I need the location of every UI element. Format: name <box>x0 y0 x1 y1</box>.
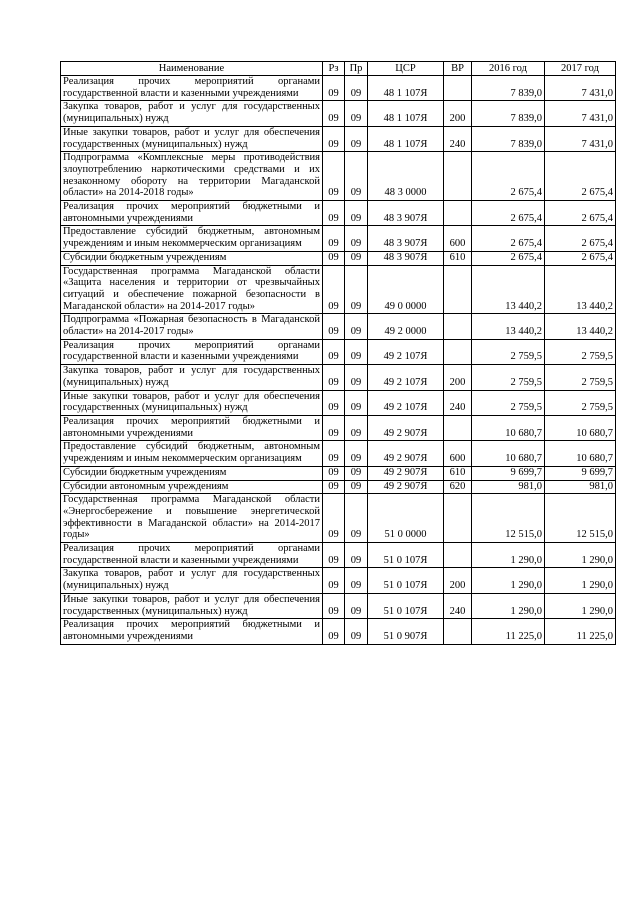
cell-2017: 12 515,0 <box>545 494 616 543</box>
cell-vr: 240 <box>444 126 472 151</box>
cell-pr: 09 <box>345 494 368 543</box>
cell-csr: 51 0 0000 <box>368 494 444 543</box>
cell-pr: 09 <box>345 201 368 226</box>
cell-name: Государственная программа Магаданской области «Защита населения и территории от чрезвычайных ситуаций и обеспечение пожарной безопасности в Магаданской области» на 2014-2017 годы» <box>61 265 323 314</box>
cell-vr: 610 <box>444 466 472 480</box>
cell-2016: 7 839,0 <box>472 76 545 101</box>
cell-rz: 09 <box>323 494 345 543</box>
table-row <box>61 543 616 568</box>
cell-2016: 10 680,7 <box>472 415 545 440</box>
cell-csr: 48 1 107Я <box>368 126 444 151</box>
cell-pr: 09 <box>345 152 368 201</box>
cell-csr: 48 3 907Я <box>368 251 444 265</box>
cell-rz: 09 <box>323 480 345 494</box>
cell-name: Закупка товаров, работ и услуг для государственных (муниципальных) нужд <box>61 568 323 593</box>
table-row <box>61 314 616 339</box>
table-row <box>61 101 616 126</box>
cell-name: Иные закупки товаров, работ и услуг для обеспечения государственных (муниципальных) нужд <box>61 126 323 151</box>
cell-name: Подпрограмма «Пожарная безопасность в Магаданской области» на 2014-2017 годы» <box>61 314 323 339</box>
cell-vr <box>444 415 472 440</box>
cell-csr: 49 0 0000 <box>368 265 444 314</box>
cell-2017: 13 440,2 <box>545 265 616 314</box>
header-2017: 2017 год <box>545 62 616 76</box>
cell-pr: 09 <box>345 339 368 364</box>
table-row <box>61 152 616 201</box>
cell-csr: 49 2 907Я <box>368 441 444 466</box>
cell-2017: 10 680,7 <box>545 415 616 440</box>
cell-rz: 09 <box>323 101 345 126</box>
cell-vr <box>444 494 472 543</box>
cell-pr: 09 <box>345 390 368 415</box>
cell-pr: 09 <box>345 568 368 593</box>
cell-vr: 610 <box>444 251 472 265</box>
cell-csr: 49 2 907Я <box>368 480 444 494</box>
cell-vr <box>444 339 472 364</box>
cell-2016: 9 699,7 <box>472 466 545 480</box>
cell-name: Иные закупки товаров, работ и услуг для обеспечения государственных (муниципальных) нужд <box>61 593 323 618</box>
cell-csr: 48 3 907Я <box>368 226 444 251</box>
cell-2016: 7 839,0 <box>472 126 545 151</box>
cell-csr: 49 2 907Я <box>368 415 444 440</box>
cell-2017: 2 759,5 <box>545 365 616 390</box>
table-row <box>61 480 616 494</box>
cell-2016: 11 225,0 <box>472 619 545 644</box>
cell-rz: 09 <box>323 251 345 265</box>
cell-csr: 51 0 107Я <box>368 568 444 593</box>
cell-2016: 12 515,0 <box>472 494 545 543</box>
cell-pr: 09 <box>345 415 368 440</box>
cell-2016: 2 675,4 <box>472 226 545 251</box>
header-row <box>61 62 616 76</box>
table-row <box>61 619 616 644</box>
cell-2016: 13 440,2 <box>472 265 545 314</box>
cell-name: Закупка товаров, работ и услуг для государственных (муниципальных) нужд <box>61 365 323 390</box>
cell-name: Реализация прочих мероприятий бюджетными и автономными учреждениями <box>61 201 323 226</box>
cell-vr <box>444 619 472 644</box>
cell-2016: 13 440,2 <box>472 314 545 339</box>
cell-name: Субсидии автономным учреждениям <box>61 480 323 494</box>
cell-vr: 200 <box>444 568 472 593</box>
table-row <box>61 265 616 314</box>
cell-pr: 09 <box>345 441 368 466</box>
cell-name: Реализация прочих мероприятий бюджетными и автономными учреждениями <box>61 619 323 644</box>
cell-rz: 09 <box>323 543 345 568</box>
cell-2017: 10 680,7 <box>545 441 616 466</box>
cell-pr: 09 <box>345 101 368 126</box>
header-2016: 2016 год <box>472 62 545 76</box>
cell-vr <box>444 76 472 101</box>
cell-vr: 600 <box>444 226 472 251</box>
cell-vr: 240 <box>444 390 472 415</box>
cell-pr: 09 <box>345 480 368 494</box>
cell-rz: 09 <box>323 466 345 480</box>
table-row <box>61 226 616 251</box>
cell-rz: 09 <box>323 365 345 390</box>
header-name: Наименование <box>61 62 323 76</box>
cell-csr: 51 0 107Я <box>368 593 444 618</box>
cell-vr <box>444 152 472 201</box>
cell-2017: 1 290,0 <box>545 568 616 593</box>
cell-vr <box>444 314 472 339</box>
cell-2016: 1 290,0 <box>472 543 545 568</box>
cell-2017: 2 675,4 <box>545 201 616 226</box>
cell-pr: 09 <box>345 466 368 480</box>
cell-csr: 49 2 107Я <box>368 339 444 364</box>
cell-pr: 09 <box>345 593 368 618</box>
table-row <box>61 365 616 390</box>
cell-csr: 49 2 107Я <box>368 365 444 390</box>
cell-rz: 09 <box>323 152 345 201</box>
cell-vr: 200 <box>444 101 472 126</box>
cell-rz: 09 <box>323 265 345 314</box>
cell-csr: 49 2 907Я <box>368 466 444 480</box>
table-row <box>61 251 616 265</box>
cell-2016: 1 290,0 <box>472 593 545 618</box>
cell-name: Реализация прочих мероприятий бюджетными и автономными учреждениями <box>61 415 323 440</box>
cell-pr: 09 <box>345 126 368 151</box>
cell-rz: 09 <box>323 339 345 364</box>
cell-2016: 2 675,4 <box>472 251 545 265</box>
cell-vr: 240 <box>444 593 472 618</box>
table-row <box>61 339 616 364</box>
cell-vr: 600 <box>444 441 472 466</box>
cell-2017: 7 431,0 <box>545 126 616 151</box>
cell-2016: 2 759,5 <box>472 390 545 415</box>
cell-2017: 1 290,0 <box>545 593 616 618</box>
cell-rz: 09 <box>323 226 345 251</box>
table-row <box>61 390 616 415</box>
cell-csr: 49 2 0000 <box>368 314 444 339</box>
cell-csr: 48 1 107Я <box>368 76 444 101</box>
cell-2016: 2 759,5 <box>472 365 545 390</box>
header-csr: ЦСР <box>368 62 444 76</box>
cell-pr: 09 <box>345 251 368 265</box>
cell-2017: 7 431,0 <box>545 101 616 126</box>
cell-rz: 09 <box>323 415 345 440</box>
cell-name: Субсидии бюджетным учреждениям <box>61 466 323 480</box>
header-pr: Пр <box>345 62 368 76</box>
table-row <box>61 494 616 543</box>
cell-rz: 09 <box>323 201 345 226</box>
table-row <box>61 76 616 101</box>
cell-2017: 2 675,4 <box>545 226 616 251</box>
cell-vr <box>444 201 472 226</box>
cell-2016: 981,0 <box>472 480 545 494</box>
cell-pr: 09 <box>345 365 368 390</box>
cell-csr: 51 0 907Я <box>368 619 444 644</box>
cell-2016: 10 680,7 <box>472 441 545 466</box>
table-row <box>61 441 616 466</box>
cell-name: Реализация прочих мероприятий органами государственной власти и казенными учреждениями <box>61 76 323 101</box>
cell-vr <box>444 265 472 314</box>
table-row <box>61 415 616 440</box>
cell-name: Государственная программа Магаданской области «Энергосбережение и повышение энергетической эффективности в Магаданской области» на 2014-2017 годы» <box>61 494 323 543</box>
cell-2017: 2 675,4 <box>545 152 616 201</box>
cell-2016: 2 675,4 <box>472 152 545 201</box>
cell-name: Иные закупки товаров, работ и услуг для обеспечения государственных (муниципальных) нужд <box>61 390 323 415</box>
cell-2017: 2 759,5 <box>545 339 616 364</box>
budget-table <box>60 61 616 645</box>
cell-pr: 09 <box>345 314 368 339</box>
cell-2016: 2 759,5 <box>472 339 545 364</box>
cell-2016: 2 675,4 <box>472 201 545 226</box>
cell-2017: 2 675,4 <box>545 251 616 265</box>
cell-csr: 48 1 107Я <box>368 101 444 126</box>
cell-rz: 09 <box>323 314 345 339</box>
cell-csr: 51 0 107Я <box>368 543 444 568</box>
cell-csr: 49 2 107Я <box>368 390 444 415</box>
cell-2017: 981,0 <box>545 480 616 494</box>
cell-2017: 7 431,0 <box>545 76 616 101</box>
cell-vr: 620 <box>444 480 472 494</box>
cell-2017: 1 290,0 <box>545 543 616 568</box>
cell-name: Субсидии бюджетным учреждениям <box>61 251 323 265</box>
table-row <box>61 568 616 593</box>
cell-pr: 09 <box>345 265 368 314</box>
cell-rz: 09 <box>323 441 345 466</box>
cell-pr: 09 <box>345 543 368 568</box>
table-row <box>61 466 616 480</box>
cell-name: Закупка товаров, работ и услуг для государственных (муниципальных) нужд <box>61 101 323 126</box>
cell-vr <box>444 543 472 568</box>
cell-name: Реализация прочих мероприятий органами государственной власти и казенными учреждениями <box>61 339 323 364</box>
cell-2017: 11 225,0 <box>545 619 616 644</box>
cell-pr: 09 <box>345 619 368 644</box>
cell-vr: 200 <box>444 365 472 390</box>
cell-pr: 09 <box>345 226 368 251</box>
cell-2017: 2 759,5 <box>545 390 616 415</box>
cell-2016: 1 290,0 <box>472 568 545 593</box>
cell-rz: 09 <box>323 76 345 101</box>
table-row <box>61 201 616 226</box>
header-rz: Рз <box>323 62 345 76</box>
cell-csr: 48 3 907Я <box>368 201 444 226</box>
cell-name: Предоставление субсидий бюджетным, автономным учреждениям и иным некоммерческим организациям <box>61 441 323 466</box>
header-vr: ВР <box>444 62 472 76</box>
table-row <box>61 126 616 151</box>
cell-rz: 09 <box>323 593 345 618</box>
table-row <box>61 593 616 618</box>
cell-2017: 13 440,2 <box>545 314 616 339</box>
cell-csr: 48 3 0000 <box>368 152 444 201</box>
cell-rz: 09 <box>323 619 345 644</box>
cell-rz: 09 <box>323 126 345 151</box>
cell-rz: 09 <box>323 390 345 415</box>
cell-name: Подпрограмма «Комплексные меры противодействия злоупотреблению наркотическими средствами и их незаконному обороту на территории Магаданской области» на 2014-2018 годы» <box>61 152 323 201</box>
cell-name: Реализация прочих мероприятий органами государственной власти и казенными учреждениями <box>61 543 323 568</box>
cell-pr: 09 <box>345 76 368 101</box>
cell-name: Предоставление субсидий бюджетным, автономным учреждениям и иным некоммерческим организациям <box>61 226 323 251</box>
cell-2016: 7 839,0 <box>472 101 545 126</box>
cell-2017: 9 699,7 <box>545 466 616 480</box>
cell-rz: 09 <box>323 568 345 593</box>
